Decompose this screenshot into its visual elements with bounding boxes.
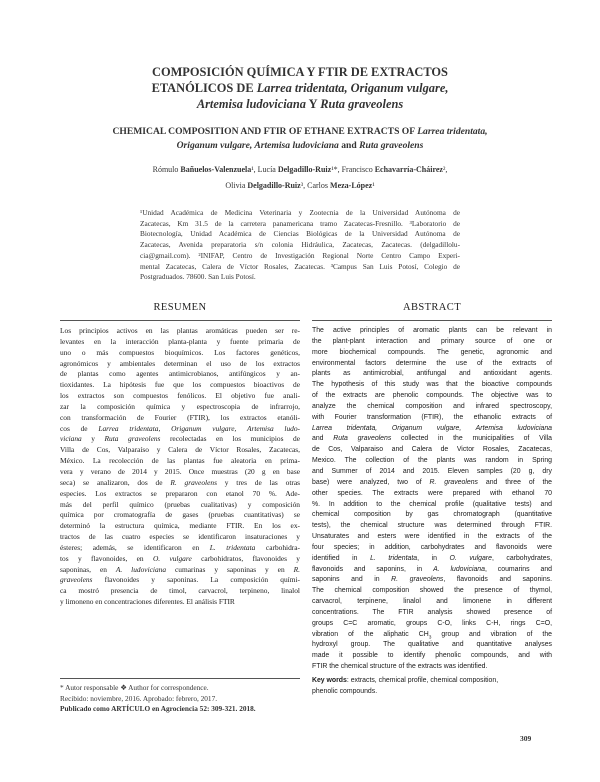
text-run: viciana (60, 434, 82, 444)
text-run: graveolens (60, 575, 93, 585)
resumen-line (60, 434, 300, 445)
resumen-line (60, 575, 300, 586)
text-run: Meza-López (330, 181, 373, 190)
abstract-line (312, 586, 552, 597)
footnote-line (60, 683, 300, 694)
abstract-line (312, 575, 552, 586)
resumen-body (60, 326, 300, 608)
text-run: FTIR the chemical structure of the extracts was identified. (312, 663, 488, 671)
affiliation-line (140, 240, 460, 251)
affiliation-line (140, 229, 460, 240)
keywords-line (312, 687, 552, 698)
abstract-line (312, 521, 552, 532)
text-run: ², (442, 165, 448, 174)
article-title-spanish (110, 64, 490, 112)
text-run: uno o más compuestos bioquímicos. Los factores genéticos, (60, 347, 300, 357)
author-line (110, 178, 490, 194)
abstract-line (312, 651, 552, 662)
resumen-line (60, 532, 300, 543)
text-run: A. ludoviciana (115, 564, 167, 574)
resumen-line (60, 391, 300, 402)
text-run: R. (293, 564, 300, 574)
resumen-line (60, 402, 300, 413)
text-run: and (312, 435, 334, 443)
abstract-line (312, 467, 552, 478)
text-run: levantes en la interacción planta-planta y fuente primaria de (60, 336, 300, 346)
resumen-line (60, 554, 300, 565)
text-run: Zacatecas, Avenida preparatoria s/n colonia Hidráulica, Zacatecas, Zacatecas. (delgadillolu- (140, 240, 460, 250)
resumen-line (60, 565, 300, 576)
abstract-body (312, 326, 552, 673)
text-run: identified in (312, 554, 371, 562)
text-run: ca mostró presencia de timol, carvacrol, terpineno, linalol (60, 586, 300, 596)
text-run: Postgraduados. 78600. San Luis Potosí. (140, 272, 256, 282)
text-run: Delgadillo-Ruiz (247, 181, 301, 190)
text-run: ¹*, Francisco (331, 165, 375, 174)
text-run: flavonoides y saponinas. La composición quími- (92, 575, 300, 585)
resumen-line (60, 326, 300, 337)
text-run: mental Zacatecas, Calera de Víctor Rosales, Zacatecas. ³Campus San Luis Potosí, Colegio de (140, 261, 460, 271)
resumen-line (60, 510, 300, 521)
text-run: de Cos, Valparaiso and Calera de Victor Rosales, Zacatecas, (312, 446, 552, 454)
text-run: Bañuelos-Valenzuela (180, 165, 252, 174)
text-run: chemical composition by gas chromatograph (quantitative (312, 511, 552, 519)
resumen-line (60, 521, 300, 532)
text-run: Recibido: noviembre, 2016. Aprobado: febrero, 2017. (60, 693, 218, 703)
abstract-line (312, 662, 552, 673)
text-run: 3 (428, 635, 432, 640)
text-run: saponins and in (312, 576, 392, 584)
text-run: The chemical composition showed the presence of thymol, (312, 587, 552, 595)
text-run: phenolic compounds. (312, 687, 378, 695)
text-run: , coumarins and (484, 565, 552, 573)
abstract-line (312, 640, 552, 651)
abstract-line (312, 630, 552, 641)
abstract-line (312, 359, 552, 370)
text-run: ¹ (372, 181, 375, 190)
text-run: y limoneno en concentraciones diferentes. El análisis FTIR (60, 597, 235, 607)
text-run: especies. Los extractos se prepararon con etanol 70 %. Ade- (60, 488, 300, 498)
text-run: L. tridentata (209, 542, 256, 552)
text-run: Artemisa ludoviciana (196, 97, 306, 111)
footnote-line (60, 694, 300, 705)
text-run: Echavarría-Cháirez (374, 165, 443, 174)
text-run: A. ludoviciana (433, 565, 485, 573)
abstract-line (312, 510, 552, 521)
text-run: Ruta graveolens (104, 434, 161, 444)
resumen-line (60, 586, 300, 597)
text-run: concentrations. The FTIR analysis showed presence of (312, 608, 552, 616)
text-run: Unsaturates and esters were identified in the extracts of the (312, 533, 552, 541)
title-line (110, 64, 490, 80)
text-run: zar la composición química y espectroscopia de infrarrojo, (60, 401, 300, 411)
text-run: and (338, 139, 360, 151)
resumen-line (60, 500, 300, 511)
abstract-line (312, 500, 552, 511)
text-run: y (81, 434, 105, 444)
resumen-line (60, 456, 300, 467)
keywords (312, 676, 552, 697)
text-run: Zacatecas, Km 31.5 de la carretera panamericana tramo Zacatecas-Fresnillo. ³Laboratorio de (140, 218, 460, 228)
text-run: cumarinas y saponinas y en (166, 564, 294, 574)
text-run: agronómicos y ambientales determinan el uso de los extractos (60, 358, 300, 368)
text-run: Los principios activos en las plantas aromáticas pueden ser re- (60, 326, 300, 335)
text-run: Olivia (225, 181, 248, 190)
text-run: The active principles of aromatic plants can be relevant in (312, 327, 552, 334)
affiliation-line (140, 272, 460, 283)
abstract-line (312, 348, 552, 359)
abstract-line (312, 391, 552, 402)
resumen-line (60, 413, 300, 424)
resumen-line (60, 369, 300, 380)
abstract-line (312, 565, 552, 576)
text-run: carbohidratos, flavonoides y (191, 553, 300, 563)
text-run: O. vulgare (152, 553, 192, 563)
resumen-line (60, 543, 300, 554)
abstract-line (312, 478, 552, 489)
text-run: : extracts, chemical profile, chemical composition, (346, 677, 499, 684)
affiliation-line (140, 208, 460, 219)
text-run: Y (305, 97, 321, 111)
text-run: vibration of the aliphatic CH (312, 630, 429, 638)
text-run: The hypothesis of this study was that the bioactive compounds (312, 381, 552, 389)
abstract-line (312, 380, 552, 391)
footnote-line (60, 704, 300, 715)
text-run: base) were analyzed, two of (312, 478, 430, 486)
text-run: with Fourier transformation (FTIR), the ethanolic extracts of (312, 413, 552, 421)
text-run: of the extracts are phenolic compounds. The objective was to (312, 392, 552, 400)
text-run: Larrea tridentata, (417, 126, 488, 137)
text-run: ETANÓLICOS DE (151, 81, 257, 95)
text-run: Larrea tridentata, Origanum vulgare, (256, 81, 449, 95)
abstract-line (312, 326, 552, 337)
abstract-line (312, 489, 552, 500)
text-run: tioxidantes. La hipótesis fue que los compuestos bioactivos de (60, 380, 300, 390)
text-run: the plant-plant interaction and primary source of one or (312, 337, 552, 345)
text-run: vera y verano de 2014 y 2015. Once muestras (20 g en base (60, 466, 300, 476)
footnote-rule (60, 678, 300, 679)
title-line (100, 139, 500, 153)
text-run: de plantas como agentes antimicrobianos, antifúngicos y an- (60, 369, 300, 379)
author-line (110, 162, 490, 178)
abstract-line (312, 608, 552, 619)
affiliation-line (140, 251, 460, 262)
abstract-line (312, 456, 552, 467)
text-run: other species. The extracts were prepared with ethanol 70 (312, 489, 552, 497)
text-run: ésteres; además, se identificaron en (60, 542, 210, 552)
text-run: cos de (60, 423, 99, 433)
text-run: los extractos son compuestos fenólicos. El objetivo fue anali- (60, 391, 300, 401)
abstract-line (312, 445, 552, 456)
text-run: cia@gmail.com). ²INIFAP, Centro de Investigación Regional Norte Centro Campo Experi- (140, 250, 460, 260)
abstract-line (312, 554, 552, 565)
abstract-line (312, 619, 552, 630)
text-run: R. graveolens (170, 477, 217, 487)
text-run: determinó la estructura química, mediante FTIR. En los ex- (60, 521, 300, 531)
text-run: collected in the municipalities of Villa (391, 435, 552, 443)
text-run: , in (417, 554, 450, 562)
text-run: environmental factors determine the use of the extracts of (312, 359, 552, 367)
resumen-line (60, 489, 300, 500)
text-run: Mexico. The collection of the plants was random in Spring (312, 457, 552, 465)
abstract-line (312, 413, 552, 424)
text-run: CHEMICAL COMPOSITION AND FTIR OF ETHANE EXTRACTS OF (112, 126, 418, 137)
text-run: groups C=C aromatic, groups C-O, links C-H, rings C=O, (312, 619, 552, 627)
affiliation-line (140, 262, 460, 273)
abstract-line (312, 337, 552, 348)
title-line (110, 80, 490, 96)
abstract-line (312, 597, 552, 608)
text-run: Ruta graveolens (359, 139, 424, 151)
author-list (110, 162, 490, 194)
text-run: * Autor responsable ❖ Author for correspondence. (60, 683, 209, 692)
text-run: Publicado como ARTÍCULO en Agrociencia 52: 309-321. 2018. (60, 704, 256, 713)
text-run: ³, Carlos (300, 181, 331, 190)
text-run: more biochemical compounds. The genetic, agronomic and (312, 348, 552, 356)
keywords-line (312, 676, 552, 687)
text-run: Key words (312, 677, 347, 684)
text-run: con transformación de Fourier (FTIR), los extractos etanóli- (60, 412, 300, 422)
text-run: Rómulo (152, 165, 181, 174)
text-run: carvacrol, terpinene, linalol and limonene in different (312, 598, 552, 606)
text-run: saponinas, en (60, 564, 116, 574)
text-run: O. vulgare (449, 554, 492, 562)
text-run: y tres de las otras (216, 477, 300, 487)
text-run: , carbohydrates, (491, 554, 552, 562)
resumen-line (60, 380, 300, 391)
article-title-english (100, 125, 500, 152)
text-run: hydroxyl group. The qualitative and quantitative analyses (312, 641, 552, 649)
title-line (100, 125, 500, 139)
text-run: group and vibration of the (431, 630, 552, 638)
resumen-rule (60, 320, 300, 321)
text-run: flavonoids and saponins, in (312, 565, 434, 573)
text-run: ¹Unidad Académica de Medicina Veterinaria y Zootecnia de la Universidad Autónoma de (140, 208, 460, 217)
text-run: ¹, Lucía (251, 165, 278, 174)
text-run: Delgadillo-Ruiz (277, 165, 332, 174)
text-run: Biotecnología, Unidad Académica de Ciencias Biológicas de la Universidad Autónoma de (140, 229, 460, 239)
text-run: Ruta graveolens (320, 97, 404, 111)
resumen-line (60, 445, 300, 456)
title-line (110, 96, 490, 112)
text-run: analyze the chemical composition and infrared spectroscopy, (312, 402, 552, 410)
abstract-line (312, 434, 552, 445)
abstract-line (312, 402, 552, 413)
text-run: Villa de Cos, Valparaíso y Calera de Víctor Rosales, Zacatecas, (60, 445, 300, 455)
text-run: recolectadas en los municipios de (160, 434, 301, 444)
text-run: R. graveolens (429, 478, 478, 486)
footnotes (60, 683, 300, 715)
text-run: %. In addition to the chemical profile (qualitative tests) and (312, 500, 552, 508)
abstract-heading: ABSTRACT (402, 302, 462, 313)
resumen-heading: RESUMEN (153, 302, 207, 313)
text-run: and three of the (478, 478, 553, 486)
resumen-line (60, 597, 300, 608)
abstract-line (312, 424, 552, 435)
abstract-rule (312, 320, 552, 321)
resumen-line (60, 348, 300, 359)
text-run: , flavonoids and saponins. (443, 576, 553, 584)
text-run: COMPOSICIÓN QUÍMICA Y FTIR DE EXTRACTOS (152, 65, 448, 79)
text-run: four species; in addition, carbohydrates and flavonoids were (312, 543, 552, 551)
text-run: más del perfil químico (pruebas cualitativas) y composición (60, 499, 300, 509)
text-run: Ruta graveolens (333, 435, 392, 443)
abstract-line (312, 543, 552, 554)
text-run: tractos de las cuatro especies se identificaron insaturaciones y (60, 532, 300, 542)
text-run: tests), the chemical structure was determined through FTIR. (312, 522, 552, 530)
text-run: tos y flavonoides, en (60, 553, 153, 563)
page-number: 309 (520, 734, 532, 743)
text-run: L. tridentata (370, 554, 418, 562)
abstract-line (312, 369, 552, 380)
text-run: Larrea tridentata, Origanum vulgare, Artemisa ludo- (98, 423, 300, 433)
resumen-line (60, 424, 300, 435)
text-run: carbohidra- (255, 542, 300, 552)
text-run: R. graveolens (391, 576, 444, 584)
resumen-line (60, 467, 300, 478)
resumen-line (60, 359, 300, 370)
affiliation-line (140, 219, 460, 230)
text-run: and Summer of 2014 and 2015. Eleven samples (20 g, dry (312, 467, 552, 475)
text-run: México. La recolección de las plantas fue aleatoria en prima- (60, 456, 300, 466)
affiliations (140, 208, 460, 283)
text-run: Larrea tridentata, Origanum vulgare, Artemisa ludoviciana (312, 424, 552, 432)
resumen-line (60, 337, 300, 348)
text-run: Origanum vulgare, Artemisa ludoviciana (176, 139, 339, 151)
text-run: química por cromatografía de gases (pruebas cuantitativas) se (60, 510, 300, 520)
resumen-line (60, 478, 300, 489)
text-run: plants as antimicrobial, antifungal and antioxidant agents. (312, 370, 552, 378)
abstract-line (312, 532, 552, 543)
text-run: made it possible to identify phenolic compounds, and with (312, 652, 552, 660)
text-run: seca) se analizaron, dos de (60, 477, 171, 487)
